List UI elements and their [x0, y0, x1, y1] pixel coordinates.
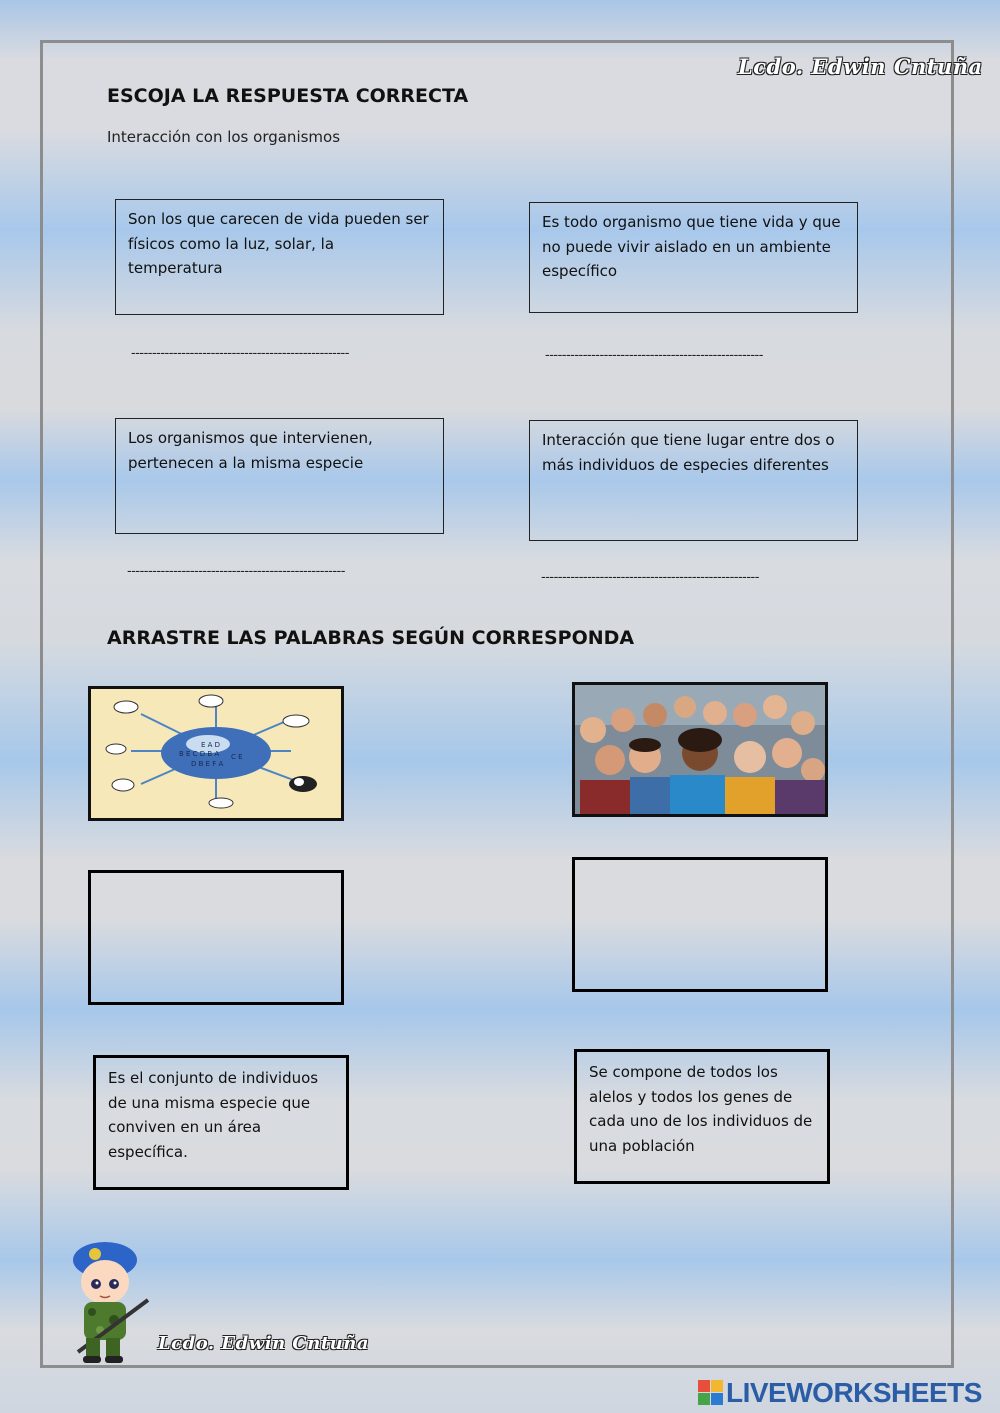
answer-line-3[interactable]: ---------------------------------------------------- [127, 564, 345, 579]
svg-text:C E: C E [231, 753, 243, 761]
answer-line-1[interactable]: ---------------------------------------------------- [131, 346, 349, 361]
svg-text:E A D: E A D [201, 741, 221, 749]
question-box-1: Son los que carecen de vida pueden ser físicos como la luz, solar, la temperatura [115, 199, 444, 315]
dog-population-image [88, 686, 344, 821]
svg-text:B E C D B A: B E C D B A [179, 750, 220, 758]
question-box-2: Es todo organismo que tiene vida y que no puede vivir aislado en un ambiente específico [529, 202, 858, 313]
people-group-icon [575, 685, 825, 814]
liveworksheets-logo-text: LIVEWORKSHEETS [726, 1377, 982, 1408]
liveworksheets-logo[interactable] [698, 1378, 982, 1408]
svg-text:D B E F A: D B E F A [191, 760, 224, 768]
population-diagram-icon [91, 689, 341, 818]
drop-zone-2[interactable] [572, 857, 828, 992]
answer-line-4[interactable]: ---------------------------------------------------- [541, 570, 759, 585]
section1-subtitle: Interacción con los organismos [107, 128, 341, 146]
soldier-icon [70, 1240, 152, 1365]
author-signature-bottom: Lcdo. Edwin Cntuña [158, 1333, 369, 1354]
definition-box-gene-pool: Se compone de todos los alelos y todos los genes de cada uno de los individuos de una población [574, 1049, 830, 1184]
question-box-4: Interacción que tiene lugar entre dos o más individuos de especies diferentes [529, 420, 858, 541]
section2-heading: ARRASTRE LAS PALABRAS SEGÚN CORRESPONDA [107, 627, 635, 649]
question-box-3: Los organismos que intervienen, pertenecen a la misma especie [115, 418, 444, 534]
drop-zone-1[interactable] [88, 870, 344, 1005]
answer-line-2[interactable]: ---------------------------------------------------- [545, 348, 763, 363]
definition-box-population: Es el conjunto de individuos de una misma especie que conviven en un área específica. [93, 1055, 349, 1190]
group-people-image [572, 682, 828, 817]
soldier-mascot-image [70, 1240, 152, 1365]
section1-heading: ESCOJA LA RESPUESTA CORRECTA [107, 85, 469, 107]
author-signature-top: Lcdo. Edwin Cntuña [738, 54, 983, 79]
liveworksheets-logo-icon [698, 1380, 724, 1406]
